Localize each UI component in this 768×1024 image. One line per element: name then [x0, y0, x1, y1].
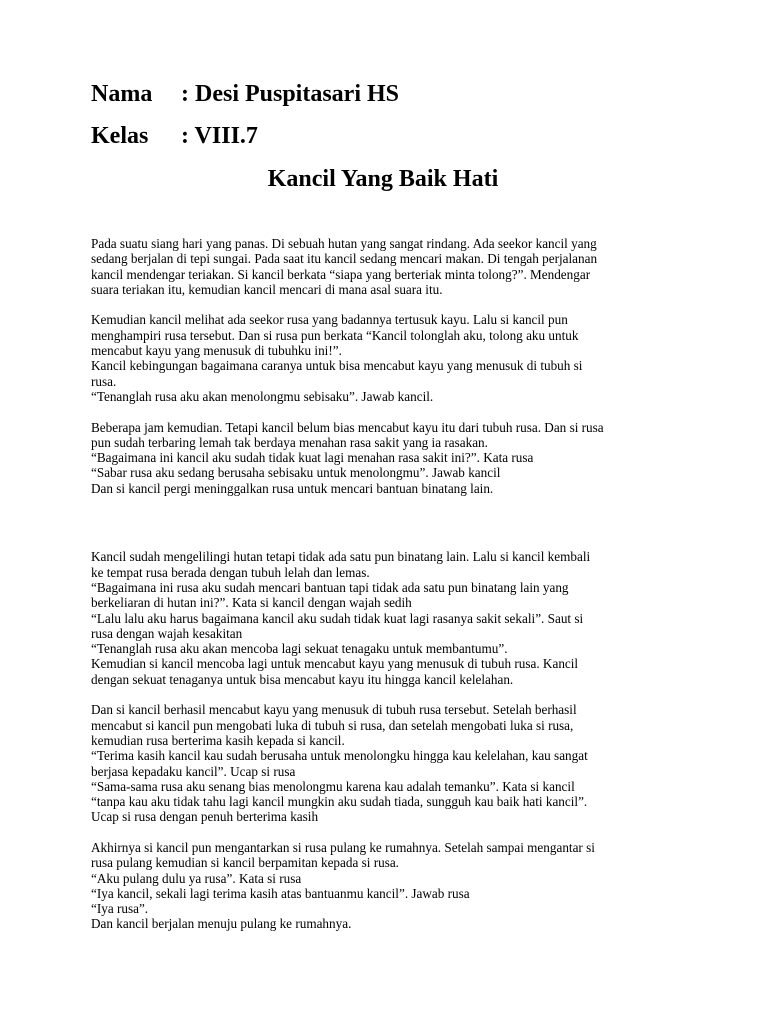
paragraph-line: rusa.	[91, 373, 117, 389]
story-title-row	[0, 165, 768, 193]
paragraph-line: Dan si kancil pergi meninggalkan rusa untuk mencari bantuan binatang lain.	[91, 480, 494, 496]
paragraph-line: “Aku pulang dulu ya rusa”. Kata si rusa	[91, 870, 302, 886]
paragraph-line: “Tenanglah rusa aku akan mencoba lagi sekuat tenagaku untuk membantumu”.	[91, 641, 508, 657]
paragraph-line: pun sudah terbaring lemah tak berdaya menahan rasa sakit yang ia rasakan.	[91, 434, 488, 450]
paragraph-line: Kemudian kancil melihat ada seekor rusa yang badannya tertusuk kayu. Lalu si kancil pun	[91, 312, 568, 328]
paragraph-line: “tanpa kau aku tidak tahu lagi kancil mungkin aku sudah tiada, sungguh kau baik hati kancil”.	[91, 794, 588, 810]
paragraph-line: Kancil kebingungan bagaimana caranya untuk bisa mencabut kayu yang menusuk di tubuh si	[91, 358, 583, 374]
paragraph-line: “Bagaimana ini kancil aku sudah tidak kuat lagi menahan rasa sakit ini?”. Kata rusa	[91, 450, 534, 466]
paragraph-line: “Iya rusa”.	[91, 901, 149, 917]
story-paragraph	[91, 312, 691, 404]
paragraph-line: ke tempat rusa berada dengan tubuh lelah dan lemas.	[91, 564, 370, 580]
paragraph-line: suara teriakan itu, kemudian kancil mencari di mana asal suara itu.	[91, 281, 443, 297]
paragraph-spacer	[91, 511, 691, 549]
paragraph-line: “Lalu lalu aku harus bagaimana kancil aku sudah tidak kuat lagi rasanya sakit sekali”. Saut si	[91, 610, 584, 626]
paragraph-line: dengan sekuat tenaganya untuk bisa mencabut kayu itu hingga kancil kelelahan.	[91, 671, 514, 687]
paragraph-line: Akhirnya si kancil pun mengantarkan si rusa pulang ke rumahnya. Setelah sampai mengantar si	[91, 839, 595, 855]
story-paragraph	[91, 420, 691, 496]
paragraph-line: berjasa kepadaku kancil”. Ucap si rusa	[91, 763, 296, 779]
paragraph-line: kancil mendengar teriakan. Si kancil berkata “siapa yang berteriak minta tolong?”. Mendengar	[91, 266, 591, 282]
story-body	[91, 236, 691, 947]
nama-label: Nama	[91, 81, 153, 107]
paragraph-line: “Bagaimana ini rusa aku sudah mencari bantuan tapi tidak ada satu pun binatang lain yang	[91, 579, 569, 595]
story-paragraph	[91, 702, 691, 824]
paragraph-line: “Sabar rusa aku sedang berusaha sebisaku untuk menolongmu”. Jawab kancil	[91, 465, 501, 481]
paragraph-line: “Terima kasih kancil kau sudah berusaha untuk menolongku hingga kau kelelahan, kau sangat	[91, 748, 588, 764]
paragraph-line: Kancil sudah mengelilingi hutan tetapi tidak ada satu pun binatang lain. Lalu si kancil kembali	[91, 549, 591, 565]
paragraph-line: kemudian rusa berterima kasih kepada si kancil.	[91, 732, 345, 748]
paragraph-line: menghampiri rusa tersebut. Dan si rusa pun berkata “Kancil tolonglah aku, tolong aku untuk	[91, 327, 579, 343]
story-paragraph	[91, 236, 691, 297]
paragraph-line: “Sama-sama rusa aku senang bias menolongmu karena kau adalah temanku”. Kata si kancil	[91, 778, 575, 794]
paragraph-line: rusa pulang kemudian si kancil berpamitan kepada si rusa.	[91, 855, 399, 871]
paragraph-line: “Tenanglah rusa aku akan menolongmu sebisaku”. Jawab kancil.	[91, 388, 434, 404]
paragraph-line: “Iya kancil, sekali lagi terima kasih atas bantuanmu kancil”. Jawab rusa	[91, 885, 470, 901]
paragraph-line: Beberapa jam kemudian. Tetapi kancil belum bias mencabut kayu itu dari tubuh rusa. Dan si rusa	[91, 419, 604, 435]
kelas-label: Kelas	[91, 123, 149, 149]
paragraph-line: mencabut kayu yang menusuk di tubuhku ini!”.	[91, 343, 342, 359]
story-paragraph	[91, 549, 691, 687]
paragraph-line: mencabut si kancil pun mengobati luka di tubuh si rusa, dan setelah mengobati luka si rusa,	[91, 717, 574, 733]
kelas-value: : VIII.7	[181, 123, 258, 149]
story-paragraph	[91, 840, 691, 932]
kelas-row	[91, 122, 258, 150]
paragraph-line: berkeliaran di hutan ini?”. Kata si kancil dengan wajah sedih	[91, 595, 412, 611]
story-title: Kancil Yang Baik Hati	[267, 166, 499, 192]
paragraph-line: Kemudian si kancil mencoba lagi untuk mencabut kayu yang menusuk di tubuh rusa. Kancil	[91, 656, 579, 672]
paragraph-line: rusa dengan wajah kesakitan	[91, 625, 243, 641]
paragraph-line: Ucap si rusa dengan penuh berterima kasih	[91, 809, 319, 825]
paragraph-line: Pada suatu siang hari yang panas. Di sebuah hutan yang sangat rindang. Ada seekor kancil yang	[91, 236, 597, 251]
paragraph-line: sedang berjalan di tepi sungai. Pada saat itu kancil sedang mencari makan. Di tengah perjalanan	[91, 251, 598, 267]
paragraph-line: Dan si kancil berhasil mencabut kayu yang menusuk di tubuh rusa tersebut. Setelah berhasil	[91, 702, 577, 718]
nama-row	[91, 80, 399, 108]
nama-value: : Desi Puspitasari HS	[181, 81, 400, 107]
paragraph-line: Dan kancil berjalan menuju pulang ke rumahnya.	[91, 916, 352, 932]
